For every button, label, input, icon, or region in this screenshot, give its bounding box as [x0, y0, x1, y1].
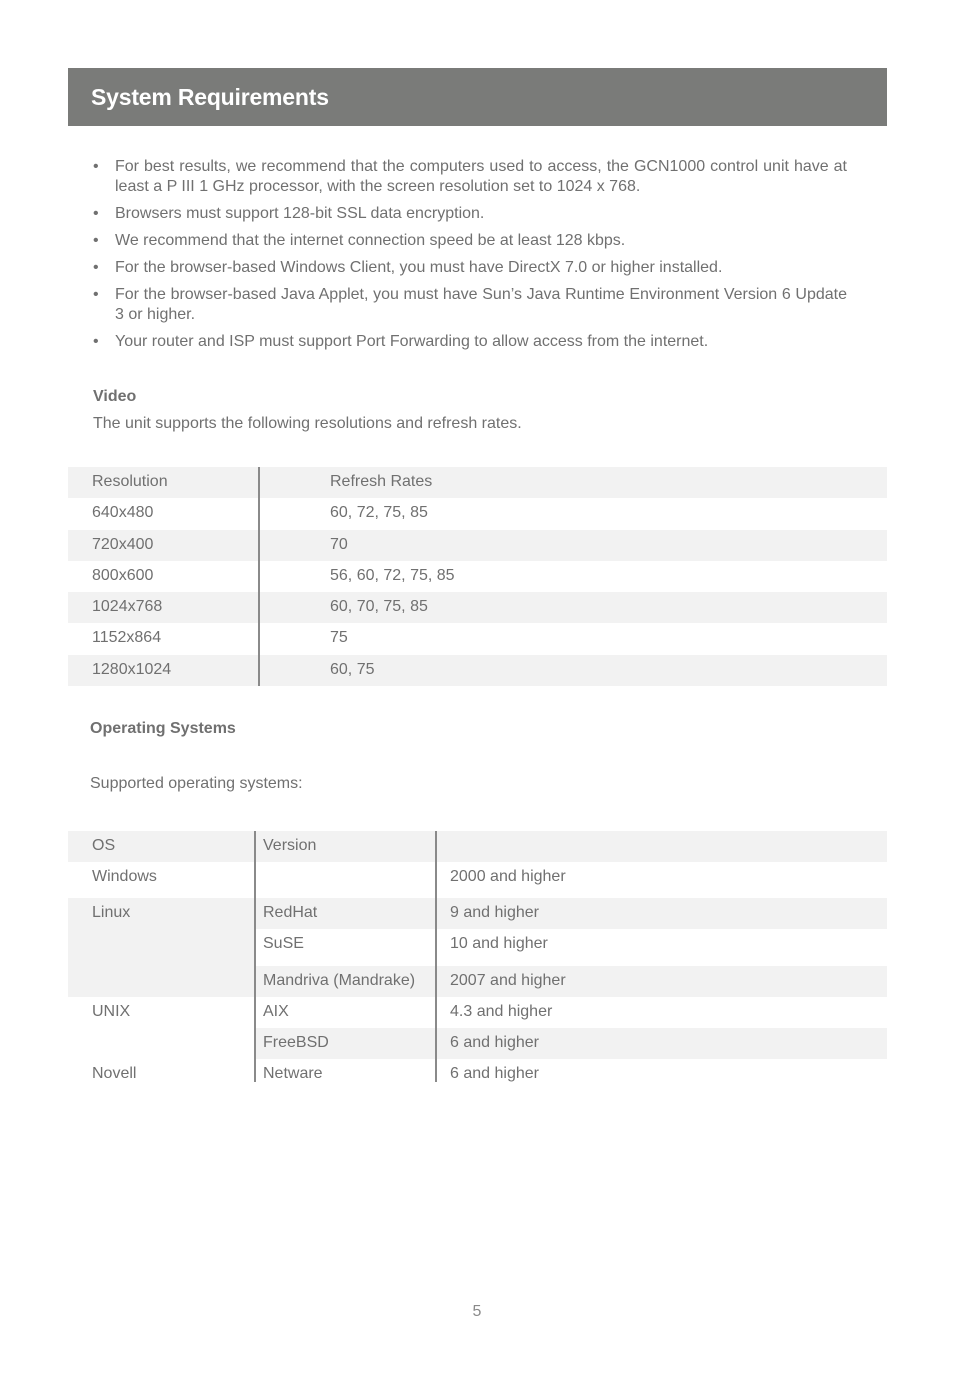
column-divider: [435, 831, 437, 1082]
bullet-icon: •: [93, 205, 99, 222]
release-cell: 2007 and higher: [450, 972, 566, 989]
os-cell: Windows: [92, 868, 157, 885]
table-row: [68, 929, 887, 966]
version-cell: FreeBSD: [263, 1034, 329, 1051]
release-cell: 2000 and higher: [450, 868, 566, 885]
table-row: [68, 498, 887, 529]
video-description: The unit supports the following resolutions and refresh rates.: [93, 415, 522, 432]
resolution-cell: 800x600: [92, 566, 154, 584]
video-table: [68, 467, 887, 686]
column-header-os: OS: [92, 837, 116, 854]
list-item-text: Your router and ISP must support Port Forwarding to allow access from the internet.: [115, 333, 709, 350]
refresh-rate-cell: 56, 60, 72, 75, 85: [330, 566, 455, 584]
list-item-text: For best results, we recommend that the computers used to access, the GCN1000 control unit have at least a P III 1 GHz processor, with the screen resolution set to 1024 x 768.: [115, 158, 847, 195]
list-item-text: For the browser-based Windows Client, you must have DirectX 7.0 or higher installed.: [115, 259, 723, 276]
page-number: 5: [472, 1303, 482, 1320]
column-header-refresh-rates: Refresh Rates: [330, 473, 433, 490]
column-header-version: Version: [263, 837, 317, 854]
column-divider: [254, 831, 256, 1082]
resolution-cell: 640x480: [92, 504, 154, 522]
section-header-bar: [68, 68, 887, 126]
refresh-rate-cell: 70: [330, 535, 348, 553]
bullet-icon: •: [93, 333, 99, 350]
table-row: [68, 655, 887, 686]
list-item: [93, 332, 847, 352]
refresh-rate-cell: 60, 75: [330, 660, 375, 678]
release-cell: 6 and higher: [450, 1034, 539, 1051]
list-item-text: Browsers must support 128-bit SSL data encryption.: [115, 205, 485, 222]
table-row: [68, 530, 887, 561]
bullet-icon: •: [93, 232, 99, 249]
os-cell: UNIX: [92, 1003, 131, 1020]
list-item: [93, 285, 847, 325]
operating-systems-heading: Operating Systems: [90, 720, 236, 737]
table-row: [68, 561, 887, 592]
os-cell: Novell: [92, 1065, 137, 1082]
table-row: [68, 898, 887, 929]
table-row: [68, 997, 887, 1028]
version-cell: AIX: [263, 1003, 289, 1020]
table-row: [68, 862, 887, 898]
resolution-cell: 1152x864: [92, 629, 162, 647]
page-title: System Requirements: [91, 84, 329, 110]
resolution-cell: 720x400: [92, 535, 154, 553]
refresh-rate-cell: 75: [330, 629, 348, 647]
release-cell: 9 and higher: [450, 904, 539, 921]
os-cell: Linux: [92, 904, 131, 921]
bullet-icon: •: [93, 158, 99, 175]
requirements-list: [93, 157, 847, 359]
table-row: [68, 623, 887, 654]
version-cell: Netware: [263, 1065, 323, 1082]
resolution-cell: 1024x768: [92, 598, 163, 616]
table-row: [68, 966, 887, 997]
list-item: [93, 204, 847, 224]
version-cell: Mandriva (Mandrake): [263, 972, 416, 989]
operating-systems-description: Supported operating systems:: [90, 775, 303, 792]
version-cell: SuSE: [263, 935, 304, 952]
bullet-icon: •: [93, 259, 99, 276]
video-heading: Video: [93, 388, 137, 405]
list-item-text: For the browser-based Java Applet, you must have Sun’s Java Runtime Environment Version 6 Update 3 or higher.: [115, 286, 847, 323]
column-header-resolution: Resolution: [92, 473, 168, 490]
refresh-rate-cell: 60, 70, 75, 85: [330, 598, 428, 616]
bullet-icon: •: [93, 286, 99, 303]
table-row: [68, 592, 887, 623]
release-cell: 4.3 and higher: [450, 1003, 553, 1020]
release-cell: 6 and higher: [450, 1065, 539, 1082]
table-header-row: [68, 831, 887, 862]
column-divider: [258, 467, 260, 686]
list-item: [93, 231, 847, 251]
os-table: [68, 831, 887, 1081]
refresh-rate-cell: 60, 72, 75, 85: [330, 504, 428, 522]
table-header-row: [68, 467, 887, 498]
table-row: [68, 1059, 887, 1081]
release-cell: 10 and higher: [450, 935, 548, 952]
list-item: [93, 157, 847, 197]
list-item-text: We recommend that the internet connection speed be at least 128 kbps.: [115, 232, 626, 249]
resolution-cell: 1280x1024: [92, 660, 172, 678]
list-item: [93, 258, 847, 278]
version-cell: RedHat: [263, 904, 318, 921]
table-row: [68, 1028, 887, 1059]
